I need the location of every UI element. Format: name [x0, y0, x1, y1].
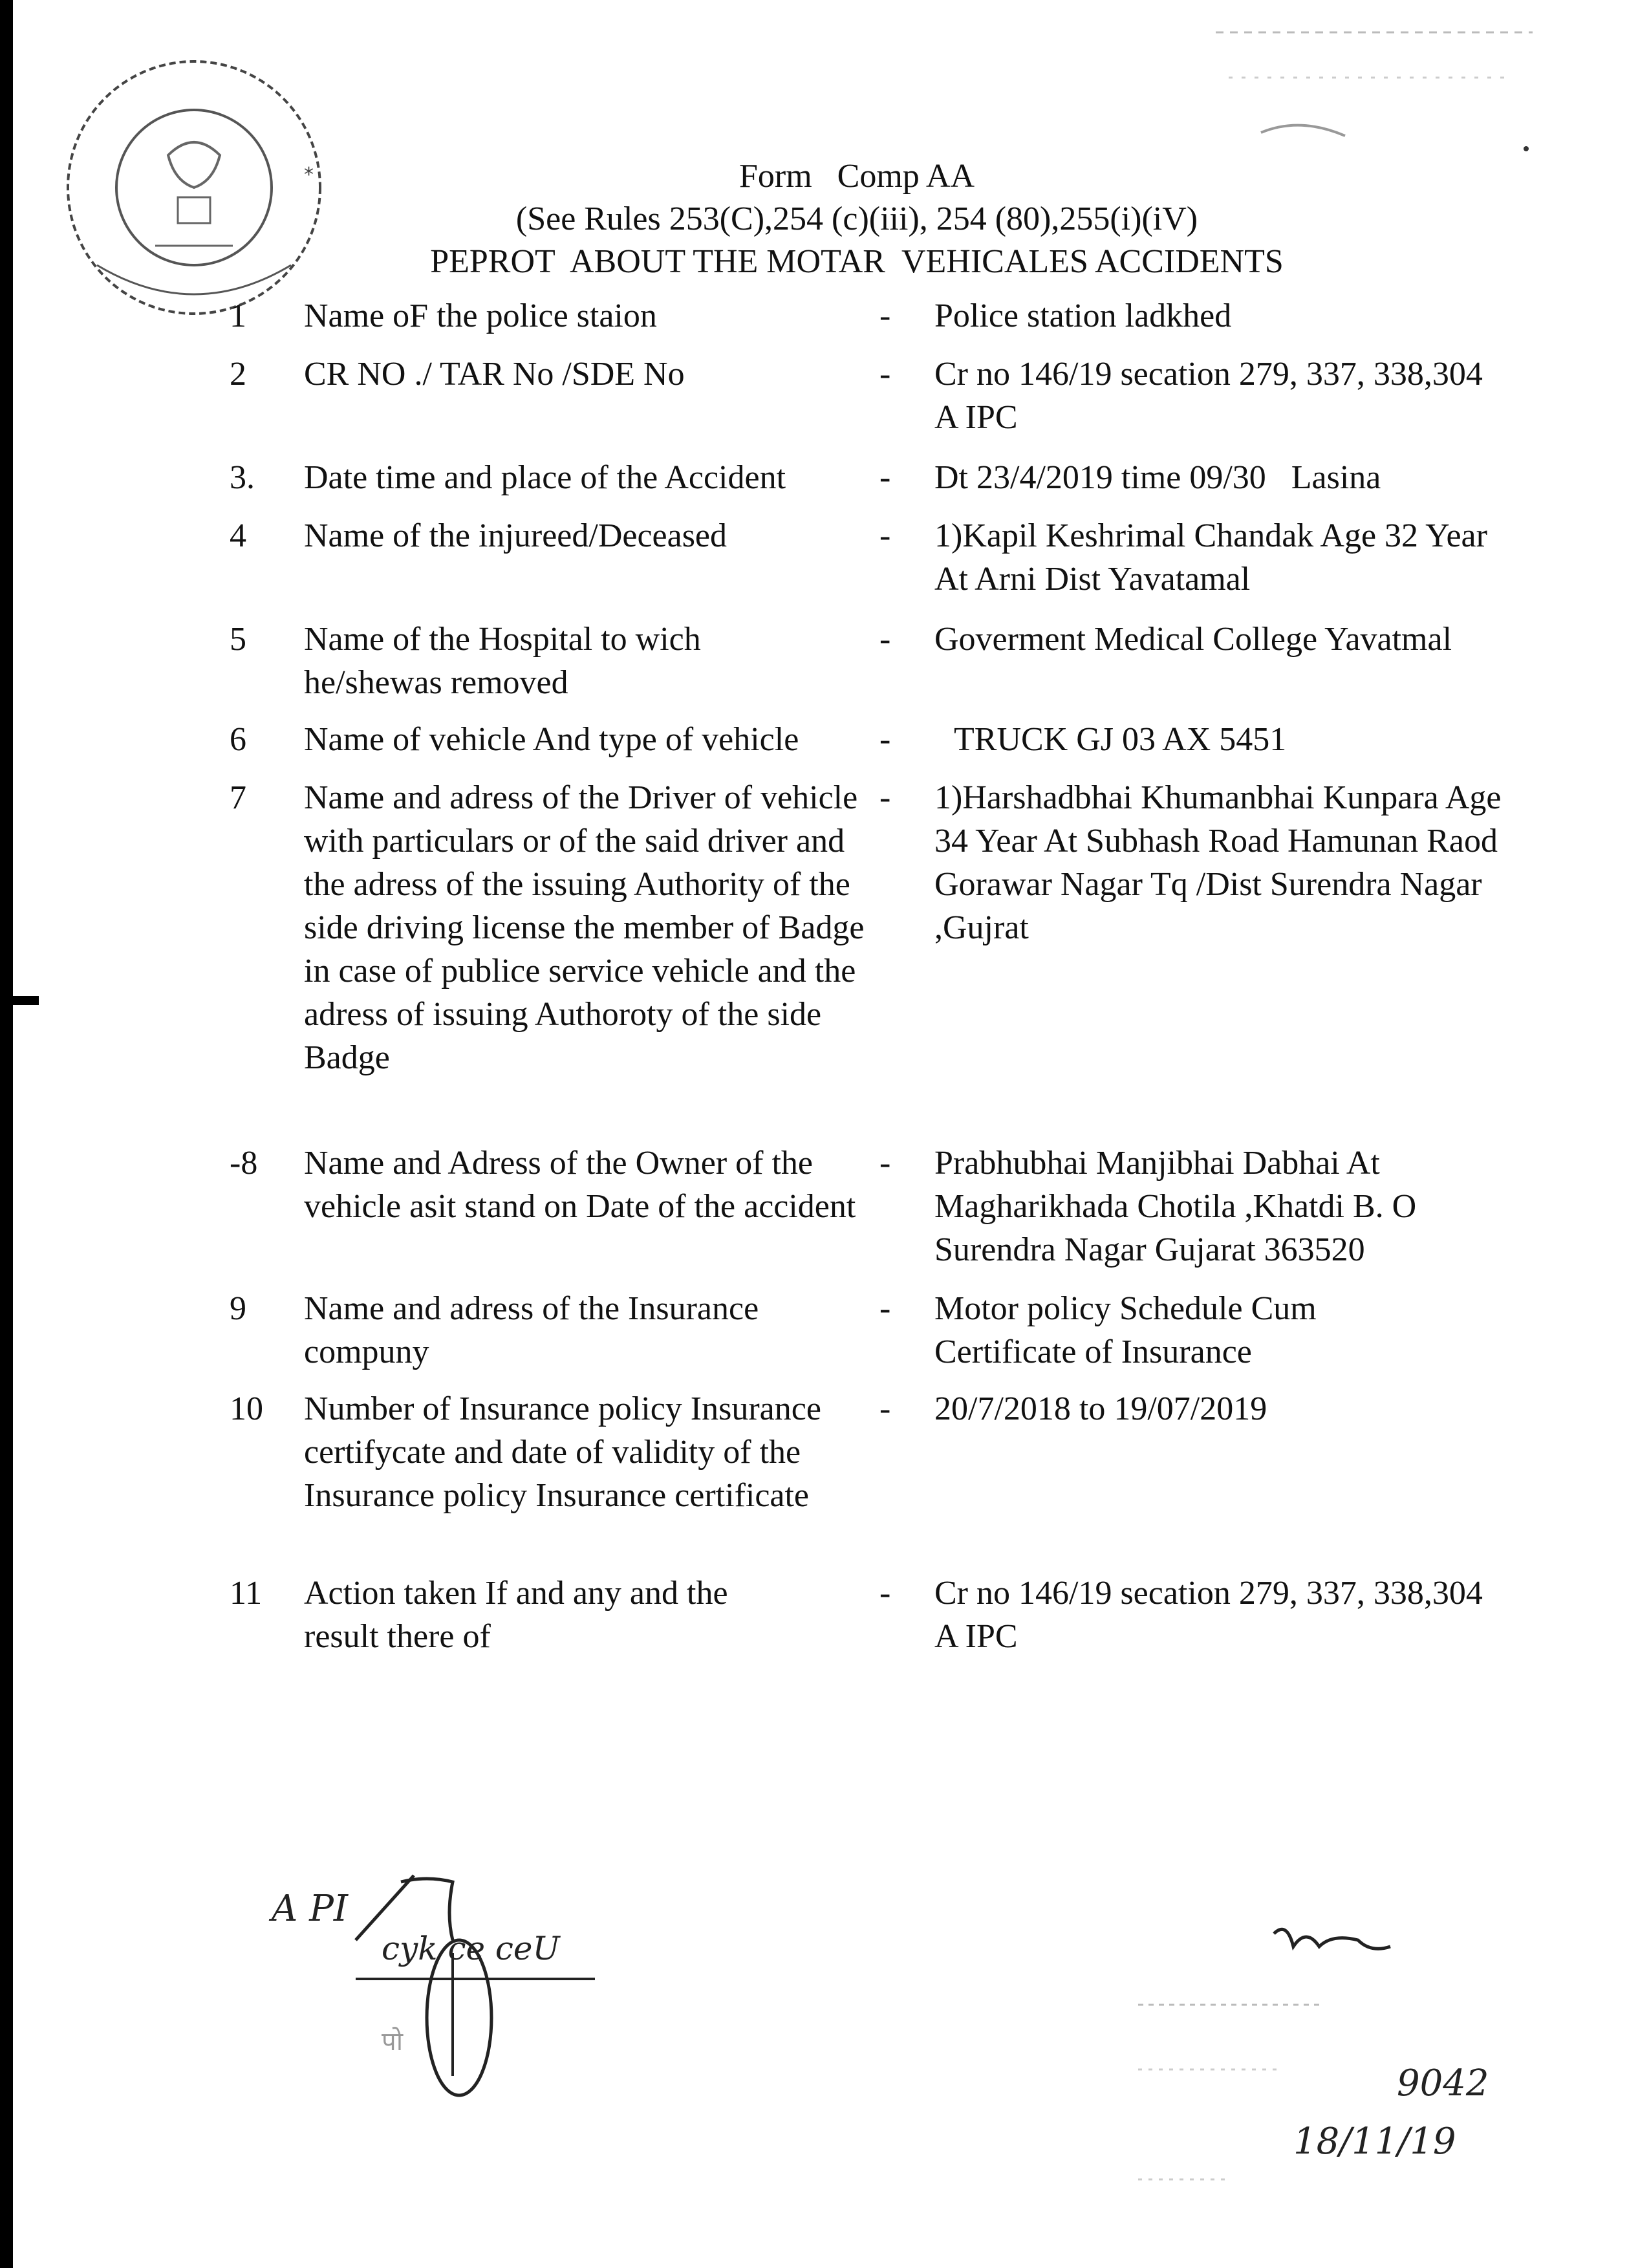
- row-number: -8: [230, 1145, 258, 1182]
- stamp-number: 9042: [1397, 2062, 1489, 2104]
- form-title: Form Comp AA: [738, 158, 975, 195]
- row-question: Name and adress of the Driver of vehicle with particulars or of the said driver and the adress of the issuing Authority of the side driving license the member of Badge in case of publice service vehicle and the adress of issuing Authoroty of the side Badge: [304, 779, 865, 1076]
- row-question: Action taken If and any and the result there of: [304, 1575, 728, 1655]
- row-dash: -: [879, 1390, 891, 1427]
- row-dash: -: [879, 1290, 891, 1327]
- row-number: 7: [230, 779, 246, 816]
- svg-text:पो: पो: [382, 2027, 404, 2057]
- row-answer: TRUCK GJ 03 AX 5451: [954, 721, 1287, 758]
- signature-left-text: A PI: [272, 1888, 349, 1930]
- row-question: Name and adress of the Insurance compuny: [304, 1290, 759, 1370]
- row-question: CR NO ./ TAR No /SDE No: [304, 356, 685, 393]
- form-heading: PEPROT ABOUT THE MOTAR VEHICALES ACCIDENTS: [430, 243, 1284, 280]
- row-dash: -: [879, 517, 891, 554]
- row-answer: Goverment Medical College Yavatmal: [934, 621, 1452, 658]
- left-signature-icon: [259, 1863, 647, 2102]
- row-answer: Prabhubhai Manjibhai Dabhai At Magharikhada Chotila ,Khatdi B. O Surendra Nagar Gujarat 363520: [934, 1145, 1417, 1268]
- row-question: Number of Insurance policy Insurance certifycate and date of validity of the Insurance policy Insurance certificate: [304, 1390, 821, 1514]
- row-number: 9: [230, 1290, 246, 1327]
- svg-text:*: *: [304, 164, 314, 186]
- row-number: 6: [230, 721, 246, 758]
- faint-stamp-icon: [1196, 13, 1558, 168]
- row-question: Name of vehicle And type of vehicle: [304, 721, 799, 758]
- row-number: 2: [230, 356, 246, 393]
- signature-left-line2: cyk ce ceU: [382, 1930, 560, 1967]
- row-question: Name oF the police staion: [304, 297, 657, 334]
- row-question: Date time and place of the Accident: [304, 459, 786, 496]
- row-answer: 1)Kapil Keshrimal Chandak Age 32 Year At Arni Dist Yavatamal: [934, 517, 1487, 598]
- row-dash: -: [879, 621, 891, 658]
- row-dash: -: [879, 721, 891, 758]
- row-dash: -: [879, 779, 891, 816]
- row-question: Name of the injureed/Deceased: [304, 517, 727, 554]
- row-answer: Cr no 146/19 secation 279, 337, 338,304 A IPC: [934, 356, 1483, 436]
- row-answer: Police station ladkhed: [934, 297, 1232, 334]
- row-number: 4: [230, 517, 246, 554]
- row-dash: -: [879, 459, 891, 496]
- scan-edge-mark: [0, 996, 39, 1005]
- row-number: 10: [230, 1390, 263, 1427]
- row-dash: -: [879, 297, 891, 334]
- row-number: 1: [230, 297, 246, 334]
- row-number: 3.: [230, 459, 255, 496]
- form-header: [194, 155, 1520, 283]
- stamp-date: 18/11/19: [1293, 2121, 1456, 2163]
- row-number: 5: [230, 621, 246, 658]
- row-answer: 20/7/2018 to 19/07/2019: [934, 1390, 1267, 1427]
- row-answer: Motor policy Schedule Cum Certificate of Insurance: [934, 1290, 1317, 1370]
- scan-edge-bar: [0, 0, 13, 2268]
- right-signature-icon: [1099, 1908, 1565, 2205]
- row-answer: Cr no 146/19 secation 279, 337, 338,304 A IPC: [934, 1575, 1483, 1655]
- row-number: 11: [230, 1575, 263, 1612]
- row-dash: -: [879, 1575, 891, 1612]
- row-dash: -: [879, 356, 891, 393]
- form-rules: (See Rules 253(C),254 (c)(iii), 254 (80),255(i)(iV): [515, 200, 1198, 237]
- row-answer: Dt 23/4/2019 time 09/30 Lasina: [934, 459, 1381, 496]
- row-question: Name of the Hospital to wich he/shewas removed: [304, 621, 701, 701]
- row-dash: -: [879, 1145, 891, 1182]
- row-answer: 1)Harshadbhai Khumanbhai Kunpara Age 34 Year At Subhash Road Hamunan Raod Gorawar Nagar Tq /Dist Surendra Nagar ,Gujrat: [934, 779, 1502, 946]
- row-question: Name and Adress of the Owner of the vehicle asit stand on Date of the accident: [304, 1145, 856, 1225]
